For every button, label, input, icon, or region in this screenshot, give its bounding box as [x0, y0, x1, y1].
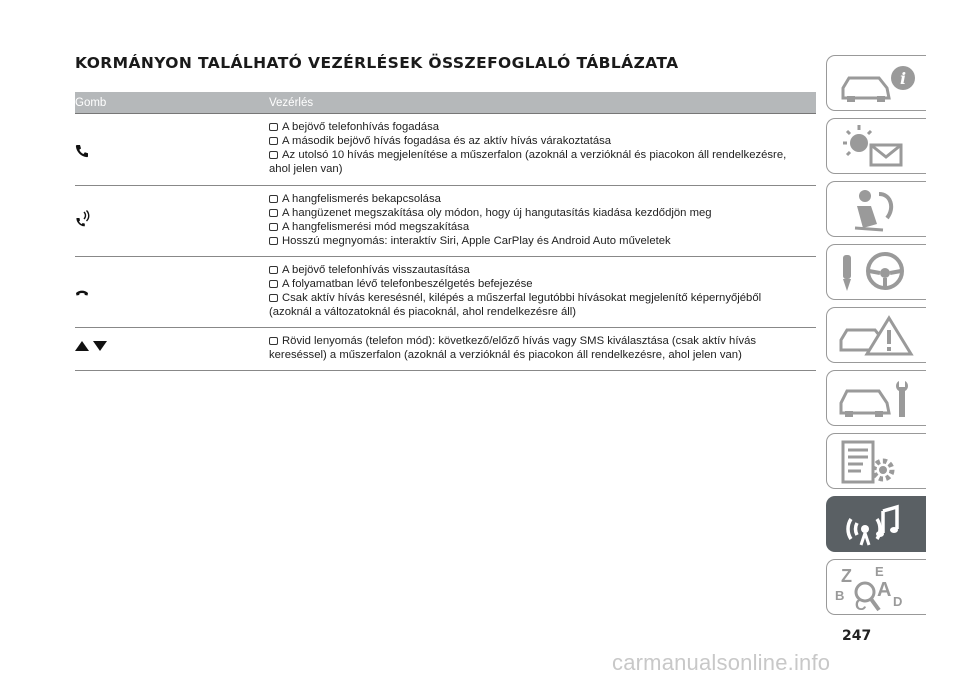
list-item: A hangfelismerés bekapcsolása	[269, 192, 816, 206]
up-down-arrows-icon	[75, 340, 109, 352]
table-row	[75, 328, 816, 371]
alphabetical-index-icon	[835, 564, 919, 616]
description-cell	[269, 114, 816, 185]
header-vezerles: Vezérlés	[269, 96, 314, 109]
tab-technical-data[interactable]	[826, 433, 926, 489]
button-cell	[75, 328, 269, 370]
description-cell	[269, 328, 816, 370]
button-cell	[75, 186, 269, 256]
controls-table	[75, 92, 816, 371]
list-item: A folyamatban lévő telefonbeszélgetés befejezése	[269, 277, 816, 291]
svg-text:i: i	[900, 69, 907, 88]
phone-hangup-icon	[75, 289, 89, 297]
checkbox-bullet-icon	[269, 337, 278, 345]
list-item: A bejövő telefonhívás visszautasítása	[269, 263, 816, 277]
description-cell	[269, 186, 816, 256]
table-row	[75, 186, 816, 257]
warning-lights-message-icon	[835, 123, 919, 171]
svg-text:C: C	[855, 597, 867, 614]
list-item: A hangüzenet megszakítása oly módon, hogy új hangutasítás kiadása kezdődjön meg	[269, 206, 816, 220]
tab-maintenance[interactable]	[826, 370, 926, 426]
watermark: carmanualsonline.info	[612, 650, 831, 675]
checkbox-bullet-icon	[269, 266, 278, 274]
svg-text:Z: Z	[841, 566, 852, 586]
checkbox-bullet-icon	[269, 137, 278, 145]
tab-multimedia[interactable]	[826, 496, 926, 552]
table-header	[75, 92, 816, 113]
table-row	[75, 257, 816, 328]
seat-airbag-icon	[835, 186, 919, 234]
list-item: A hangfelismerési mód megszakítása	[269, 220, 816, 234]
tab-car-info[interactable]	[826, 55, 926, 111]
svg-text:E: E	[875, 564, 884, 579]
checkbox-bullet-icon	[269, 123, 278, 131]
tab-starting-driving[interactable]	[826, 244, 926, 300]
svg-text:D: D	[893, 594, 903, 609]
tab-warning-lights[interactable]	[826, 118, 926, 174]
checkbox-bullet-icon	[269, 223, 278, 231]
list-item: Rövid lenyomás (telefon mód): következő/előző hívás vagy SMS kiválasztása (csak aktív hívás	[269, 334, 816, 348]
checkbox-bullet-icon	[269, 280, 278, 288]
checkbox-bullet-icon	[269, 195, 278, 203]
car-service-wrench-icon	[835, 375, 919, 423]
table-row	[75, 114, 816, 186]
svg-text:A: A	[877, 579, 892, 601]
list-item-continuation: (azoknál a változatoknál és piacoknál, ahol rendelkezésre áll)	[269, 306, 577, 318]
list-item: A bejövő telefonhívás fogadása	[269, 120, 816, 134]
header-gomb: Gomb	[75, 96, 107, 109]
car-info-icon	[835, 60, 919, 108]
list-item-continuation: ahol jelen van)	[269, 163, 343, 175]
checkbox-bullet-icon	[269, 151, 278, 159]
checkbox-bullet-icon	[269, 237, 278, 245]
voice-recognition-icon	[75, 210, 91, 228]
list-item: Csak aktív hívás keresésnél, kilépés a műszerfal legutóbbi hívásokat megjelenítő képernyőjéből	[269, 291, 816, 305]
phone-answer-icon	[75, 144, 89, 158]
tab-index[interactable]	[826, 559, 926, 615]
car-hazard-icon	[835, 312, 919, 360]
checkbox-bullet-icon	[269, 294, 278, 302]
specifications-gear-icon	[835, 438, 919, 486]
page-title: KORMÁNYON TALÁLHATÓ VEZÉRLÉSEK ÖSSZEFOGLALÓ TÁBLÁZATA	[75, 54, 679, 72]
svg-text:B: B	[835, 588, 845, 603]
list-item-continuation: kereséssel) a műszerfalon (azoknál a verzióknál és piacokon áll rendelkezésre, ahol jelen van)	[269, 349, 742, 361]
button-cell	[75, 257, 269, 327]
list-item: Hosszú megnyomás: interaktív Siri, Apple CarPlay és Android Auto műveletek	[269, 234, 816, 248]
list-item: A második bejövő hívás fogadása és az aktív hívás várakoztatása	[269, 134, 816, 148]
checkbox-bullet-icon	[269, 209, 278, 217]
tab-emergency[interactable]	[826, 307, 926, 363]
button-cell	[75, 114, 269, 185]
page-number: 247	[842, 628, 872, 644]
list-item: Az utolsó 10 hívás megjelenítése a műszerfalon (azoknál a verzióknál és piacokon áll rendelkezésre,	[269, 148, 816, 162]
description-cell	[269, 257, 816, 327]
multimedia-antenna-music-icon	[835, 501, 919, 549]
key-steering-wheel-icon	[835, 249, 919, 297]
tab-safety[interactable]	[826, 181, 926, 237]
